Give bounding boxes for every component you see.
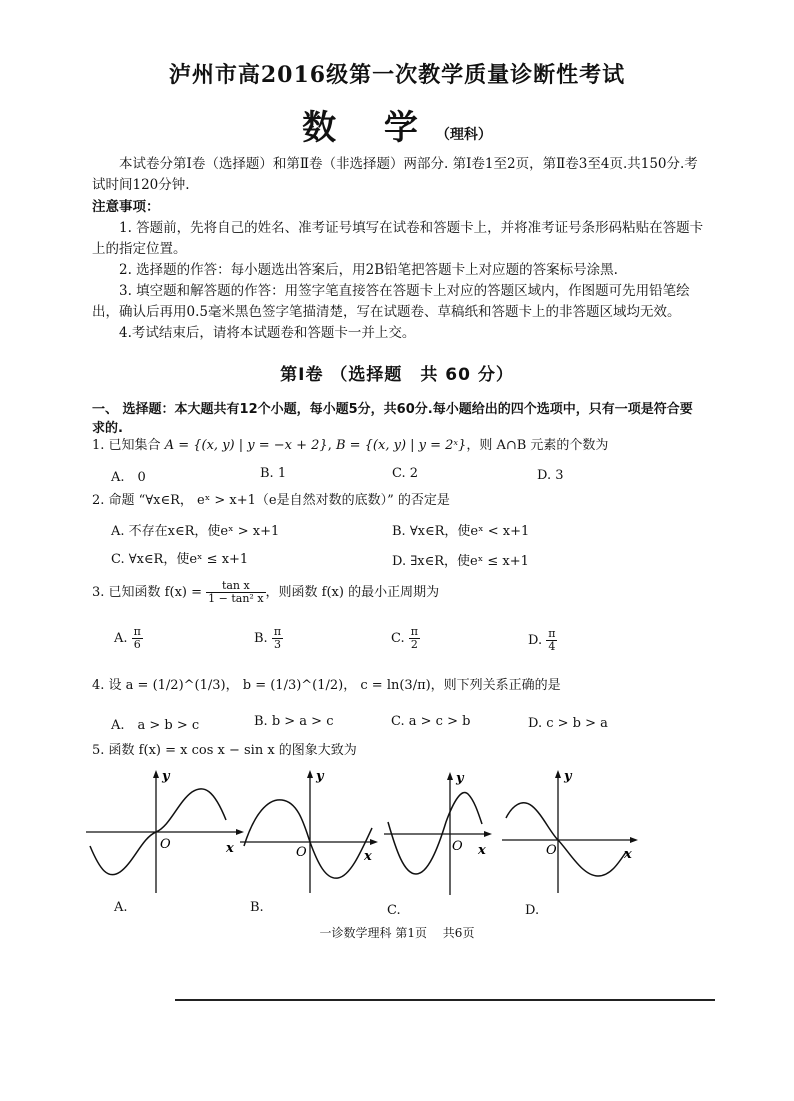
q1-option-b[interactable]: B. 1 (260, 466, 287, 481)
q1-option-d[interactable]: D. 3 (537, 468, 564, 483)
question-text: 已知集合 (108, 438, 161, 453)
y-axis-arrow (447, 772, 453, 780)
fraction-numerator: π (273, 625, 282, 638)
fraction-denominator: 2 (410, 638, 418, 651)
fraction-denominator: 1 − tan² x (208, 592, 264, 605)
q5-option-d[interactable]: D. (525, 903, 540, 918)
question-text: ，则函数 f(x) 的最小正周期为 (265, 585, 440, 600)
origin-label: O (296, 845, 307, 860)
y-axis-arrow (555, 770, 561, 778)
function-fraction (206, 580, 265, 605)
q1-option-c[interactable]: C. 2 (392, 466, 419, 481)
question-text: 设 a = (1/2)^(1/3)， b = (1/3)^(1/2)， c = ln(3/π)，则下列关系正确的是 (108, 678, 561, 693)
q4-option-b[interactable]: B. b > a > c (254, 714, 334, 729)
q3-option-c[interactable] (391, 626, 420, 651)
function-curve (388, 792, 482, 874)
note-item: 2. 选择题的作答：每小题选出答案后，用2B铅笔把答题卡上对应题的答案标号涂黑. (119, 262, 618, 278)
q2-option-b[interactable]: B. ∀x∈R，使eˣ < x+1 (392, 524, 530, 539)
question-text: 函数 f(x) = x cos x − sin x 的图象大致为 (108, 743, 357, 758)
q4-option-c[interactable]: C. a > c > b (391, 714, 471, 729)
q5-option-b[interactable]: B. (250, 900, 264, 915)
fraction-denominator: 6 (133, 638, 141, 651)
question-number: 4. (92, 678, 105, 693)
note-item: 3. 填空题和解答题的作答：用签字笔直接答在答题卡上对应的答题区域内，作图题可先用铅笔绘出，确认后再用0.5毫米黑色签字笔描清楚，写在试题卷、草稿纸和答题卡上的非答题区域均无效。 (92, 283, 690, 320)
q2-option-a[interactable]: A. 不存在x∈R，使eˣ > x+1 (111, 524, 280, 539)
notes-heading: 注意事项： (92, 199, 160, 215)
question-1: 1. 已知集合 A = {(x, y) | y = −x + 2}, B = {(x, y) | y = 2ˣ}，则 A∩B 元素的个数为 (92, 438, 609, 453)
origin-label: O (160, 837, 171, 852)
q3-option-a[interactable] (114, 626, 143, 651)
option-fraction (409, 626, 420, 651)
subject-name: 数 学 (302, 108, 436, 148)
question-text: 命题 “∀x∈R， eˣ > x+1（e是自然对数的底数）” 的否定是 (108, 493, 450, 508)
question-2 (92, 492, 704, 510)
origin-label: O (546, 843, 557, 858)
y-axis-label: y (456, 771, 464, 786)
note-item: 1. 答题前，先将自己的姓名、准考证号填写在试卷和答题卡上，并将准考证号条形码粘贴在答题卡上的指定位置。 (92, 220, 704, 257)
q1-option-a[interactable]: A. 0 (111, 470, 146, 485)
fraction-denominator: 4 (548, 640, 556, 653)
q5-option-a[interactable]: A. (114, 900, 128, 915)
subject-heading (0, 100, 794, 149)
option-fraction (132, 626, 143, 651)
fraction-numerator: π (133, 625, 141, 638)
y-axis-label: y (316, 769, 324, 784)
function-curve (244, 800, 372, 878)
note-item: 4.考试结束后，请将本试题卷和答题卡一并上交。 (119, 325, 416, 341)
origin-label: O (452, 839, 463, 854)
y-axis-label: y (162, 769, 170, 784)
y-axis-arrow (153, 770, 159, 778)
x-axis-arrow (484, 831, 492, 837)
option-label: B. (254, 631, 268, 646)
y-axis-arrow (307, 770, 313, 778)
section-title: 第Ⅰ卷 （选择题 共 60 分） (280, 365, 514, 385)
page-footer: 一诊数学理科 第1页 共6页 (319, 926, 475, 940)
q3-option-b[interactable] (254, 626, 283, 651)
q5-graph-a[interactable] (86, 768, 246, 898)
q2-option-c[interactable]: C. ∀x∈R，使eˣ ≤ x+1 (111, 552, 249, 567)
x-axis-arrow (630, 837, 638, 843)
q2-option-d[interactable]: D. ∃x∈R，使eˣ ≤ x+1 (392, 554, 529, 569)
question-number: 3. (92, 585, 105, 600)
set-a: A = {(x, y) | y = −x + 2} (164, 438, 328, 453)
fraction-numerator: π (410, 625, 418, 638)
q5-graph-b[interactable] (240, 768, 380, 898)
fraction-denominator: 3 (273, 638, 281, 651)
q5-option-c[interactable]: C. (387, 903, 401, 918)
question-text: ，则 A∩B 元素的个数为 (466, 438, 609, 453)
x-axis-label: x (624, 847, 632, 862)
q4-option-d[interactable]: D. c > b > a (528, 716, 608, 731)
question-number: 2. (92, 493, 105, 508)
question-3 (92, 580, 704, 605)
exam-title: 泸州市高2016级第一次教学质量诊断性考试 (168, 62, 626, 88)
x-axis-arrow (370, 839, 378, 845)
x-axis-label: x (478, 843, 486, 858)
option-label: A. (114, 631, 128, 646)
question-4 (92, 677, 704, 695)
x-axis-label: x (226, 841, 234, 856)
subject-note: （理科） (435, 127, 492, 143)
fraction-numerator: π (548, 627, 556, 640)
q3-option-d[interactable] (528, 628, 557, 653)
question-number: 1. (92, 438, 105, 453)
option-fraction (272, 626, 283, 651)
question-number: 5. (92, 743, 105, 758)
q5-graph-d[interactable] (502, 768, 642, 898)
set-b: B = {(x, y) | y = 2ˣ} (335, 438, 467, 453)
part-intro: 一、 选择题：本大题共有12个小题，每小题5分，共60分.每小题给出的四个选项中，只有一项是符合要求的. (92, 402, 693, 436)
option-label: C. (391, 631, 405, 646)
option-label: D. (528, 633, 543, 648)
x-axis-label: x (364, 849, 372, 864)
y-axis-label: y (564, 769, 572, 784)
option-fraction (546, 628, 557, 653)
question-5 (92, 742, 704, 760)
bottom-rule (175, 999, 715, 1001)
notes-block (92, 197, 704, 344)
q5-graph-c[interactable] (384, 770, 496, 900)
question-text: 已知函数 f(x) = (108, 585, 202, 600)
intro-paragraph: 本试卷分第Ⅰ卷（选择题）和第Ⅱ卷（非选择题）两部分. 第Ⅰ卷1至2页，第Ⅱ卷3至4页.共150分.考试时间120分钟. (92, 156, 698, 193)
fraction-numerator: tan x (206, 580, 265, 593)
q4-option-a[interactable]: A. a > b > c (111, 718, 200, 733)
